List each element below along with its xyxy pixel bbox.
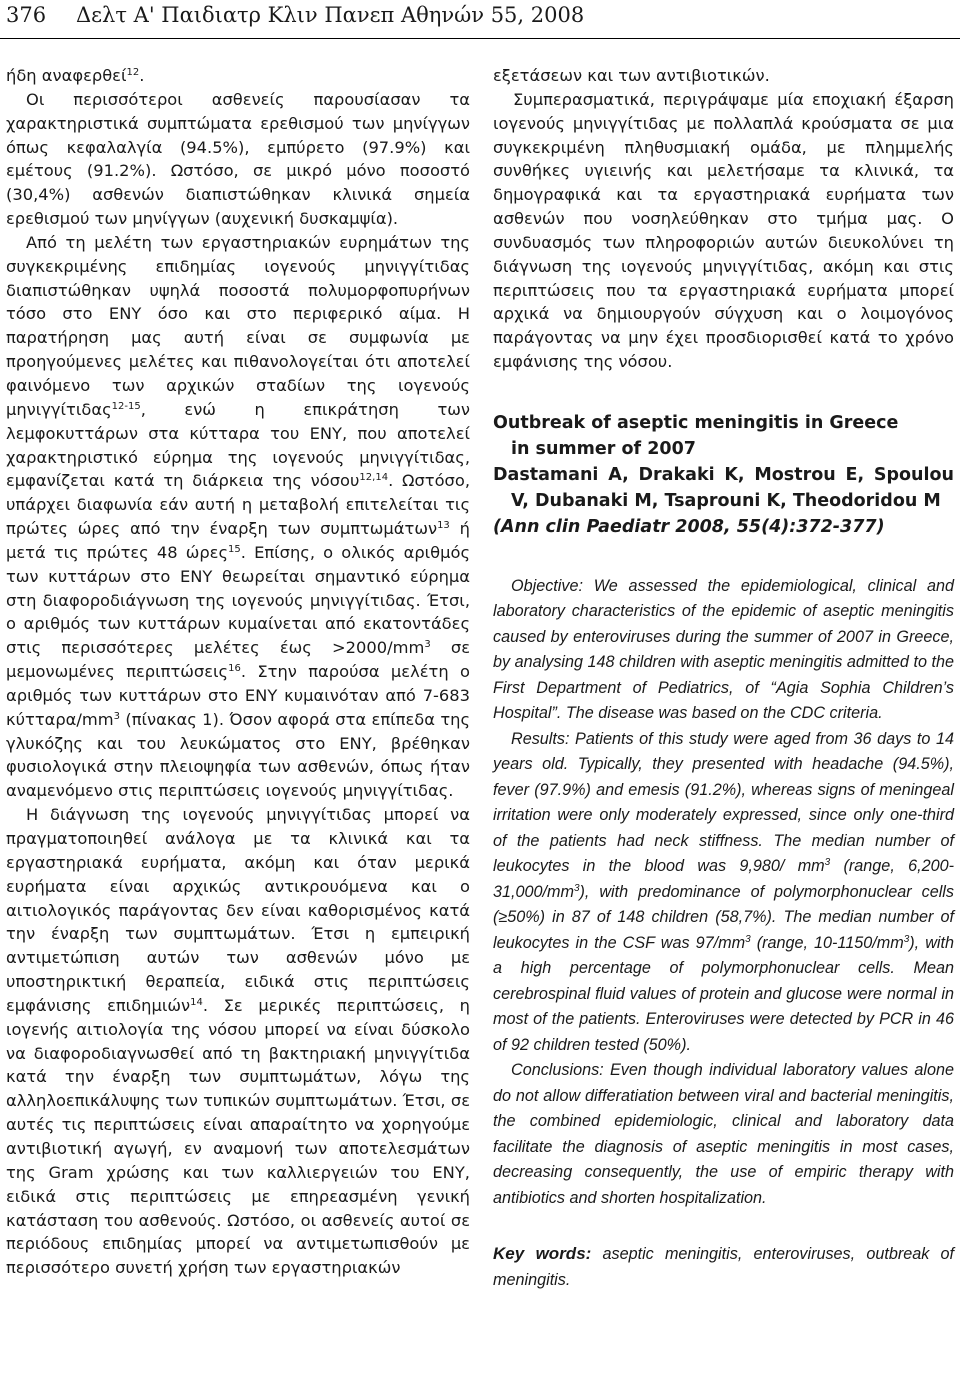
abstract-results: Results: Patients of this study were aged from 36 days to 14 years old. Typically, they presented with headache (94.5%), fever (97.9%) and emesis (91.2%), whereas signs of meningeal irritation were only moderately expressed, since only one-third of the patients had neck stiffness. The median number of leukocytes in the blood was 9,980/ $mm^3$ (range, $6,200-31,000/mm^3$), with predominance of polymorphonuclear cells (≥50%) in 87 of 148 children (58,7%). The median number of leukocytes in the CSF was $97/mm^3$ (range, $10-1150/mm^3$), with a high percentage of polymorphonuclear cells. Mean cerebrospinal fluid values of protein and glucose were normal in most of the patients. Enteroviruses were detected by PCR in 46 of 92 children tested (50%).	[493, 729, 954, 1054]
paragraph: Η διάγνωση της ιογενούς μηνιγγίτιδας μπορεί να πραγματοποιηθεί ανάλογα με τα κλινικά και τα εργαστηριακά ευρήματα, ακόμη και όταν μερικά ευρήματα είναι αρχικώς αντικρουόμενα και ο αιτιολογικός παράγοντας δεν είναι καθορισμένος κατά την έναρξη των συμπτωμάτων. Έτσι η εμπειρική αντιμετώπιση αυτών των ασθενών μόνο με υποστηρικτική θεραπεία, ειδικά στις περιπτώσεις εμφάνισης επιδημιών$^{14}$. Σε μερικές περιπτώσεις, η ιογενής αιτιολογία της νόσου μπορεί να είναι δύσκολο να διαφοροδιαγνωσθεί από τη βακτηριακή μηνιγγίτιδα κατά την έναρξη των συμπτωμάτων, λόγω της αλληλοεπικάλυψης των τυπικών συμπτωμάτων. Έτσι, σε αυτές τις περιπτώσεις είναι απαραίτητο να χορηγούμε αντιβιοτική αγωγή, εν αναμονή των αποτελεσμάτων της Gram χρώσης και των καλλιεργειών του ΕΝΥ, ειδικά στις περιπτώσεις με επηρεασμένη γενική κατάσταση του ασθενούς. Ωστόσο, οι ασθενείς αυτοί σε περιόδους επιδημίας μπορεί να αντιμετωπισθούν με περισσότερο συνετή χρήση των εργαστηριακών	[6, 805, 470, 1278]
right-column	[493, 64, 954, 1293]
page-number: 376	[6, 3, 47, 27]
paragraph: Οι περισσότεροι ασθενείς παρουσίασαν τα χαρακτηριστικά συμπτώματα ερεθισμού των μηνίγγων όπως κεφαλαλγία (94.5%), εμπύρετο (97.9%) και εμέτους (91.2%). Ωστόσο, σε μικρό μόνο ποσοστό (30,4%) ασθενών διαπιστώθηκαν κλινικά σημεία ερεθισμού των μηνίγγων (αυχενική δυσκαμψία).	[6, 89, 470, 229]
english-title: Outbreak of aseptic meningitis in Greece in summer of 2007	[493, 412, 899, 459]
keywords-label: Key words:	[493, 1244, 592, 1264]
keywords: Key words: aseptic meningitis, enteroviruses, outbreak of meningitis.	[493, 1244, 954, 1289]
english-citation: (Ann clin Paediatr 2008, 55(4):372-377)	[493, 516, 885, 537]
running-header	[6, 0, 954, 36]
journal-title: Δελτ Α' Παιδιατρ Κλιν Πανεπ Αθηνών 55, 2008	[76, 3, 585, 27]
paragraph: εξετάσεων και των αντιβιοτικών.	[493, 66, 770, 85]
abstract-conclusions: Conclusions: Even though individual laboratory values alone do not allow differatiation between viral and bacterial meningitis, the combined epidemiologic, clinical and laboratory data facilitate the diagnosis of aseptic meningitis in most cases, decreasing consequently, the use of empiric therapy with antibiotics and shorten hospitalization.	[493, 1061, 954, 1207]
header-rule	[0, 38, 960, 39]
paragraph: ήδη αναφερθεί$^{12}$.	[6, 66, 145, 85]
left-column	[6, 64, 470, 1280]
english-authors: Dastamani A, Drakaki K, Mostrou E, Spoulou V, Dubanaki M, Tsaprouni K, Theodoridou M	[493, 464, 954, 511]
abstract-objective: Objective: We assessed the epidemiological, clinical and laboratory characteristics of the epidemic of aseptic meningitis caused by enteroviruses during the summer of 2007 in Greece, by analysing 148 children with aseptic meningitis admitted to the First Department of Pediatrics, of “Agia Sophia Children’s Hospital”. The disease was based on the CDC criteria.	[493, 576, 954, 723]
english-abstract	[493, 574, 954, 1294]
paragraph: Από τη μελέτη των εργαστηριακών ευρημάτων της συγκεκριμένης επιδημίας ιογενούς μηνιγγίτιδας διαπιστώθηκαν υψηλά ποσοστά πολυμορφοπυρήνων τόσο στο ΕΝΥ όσο και στο περιφερικό αίμα. Η παρατήρηση μας αυτή είναι σε συμφωνία με προηγούμενες μελέτες και πιθανολογείται ότι αποτελεί φαινόμενο των αρχικών σταδίων της ιογενούς μηνιγγίτιδας$^{12-15}$, ενώ η επικράτηση των λεμφοκυττάρων στα κύτταρα του ΕΝΥ, που αποτελεί χαρακτηριστικό εύρημα της ιογενούς μηνιγγίτιδας, εμφανίζεται κατά τη διάρκεια της νόσου$^{12,14}$. Ωστόσο, υπάρχει διαφωνία εάν αυτή η μεταβολή επιτελείται τις πρώτες ώρες από την έναρξη των συμπτωμάτων$^{13}$ ή μετά τις πρώτες 48 ώρες$^{15}$. Επίσης, ο ολικός αριθμός των κυττάρων στο ΕΝΥ θεωρείται σημαντικό εύρημα στη διαφοροδιάγνωση της ιογενούς μηνιγγίτιδας. Έτσι, ο αριθμός των κυττάρων κυμαίνεται από εκατοντάδες στις περισσότερες μελέτες $έ\omega\varsigma >2000/mm^3$ σε μεμονωμένες περιπτώσεις$^{16}$. Στην παρούσα μελέτη ο αριθμός των κυττάρων στο ΕΝΥ κυμαινόταν από 7-683 κύτταρα/$mm^3$ (πίνακας 1). Όσον αφορά στα επίπεδα της γλυκόζης και του λευκώματος στο ΕΝΥ, βρέθηκαν φυσιολογικά στην πλειοψηφία των ασθενών, όπως ήταν αναμενόμενο στις περιπτώσεις ιογενούς μηνιγγίτιδας.	[6, 232, 470, 801]
paragraph: Συμπερασματικά, περιγράψαμε μία εποχιακή έξαρση ιογενούς μηνιγγίτιδας με πολλαπλά κρούσματα σε μια συγκεκριμένη πληθυσμιακή ομάδα, με πλημμελής συνθήκες υγιεινής και μελετήσαμε τα κλινικά, τα δημογραφικά και τα εργαστηριακά ευρήματα των ασθενών που νοσηλεύθηκαν στο τμήμα μας. Ο συνδυασμός των πληροφοριών αυτών διευκολύνει τη διάγνωση της ιογενούς μηνιγγίτιδας, ακόμη και στις περιπτώσεις που τα εργαστηριακά ευρήματα μπορεί αρχικά να δημιουργούν σύγχυση και ο λοιμογόνος παράγοντας να μην έχει προσδιορισθεί κατά το χρόνο εμφάνισης της νόσου.	[493, 89, 954, 372]
